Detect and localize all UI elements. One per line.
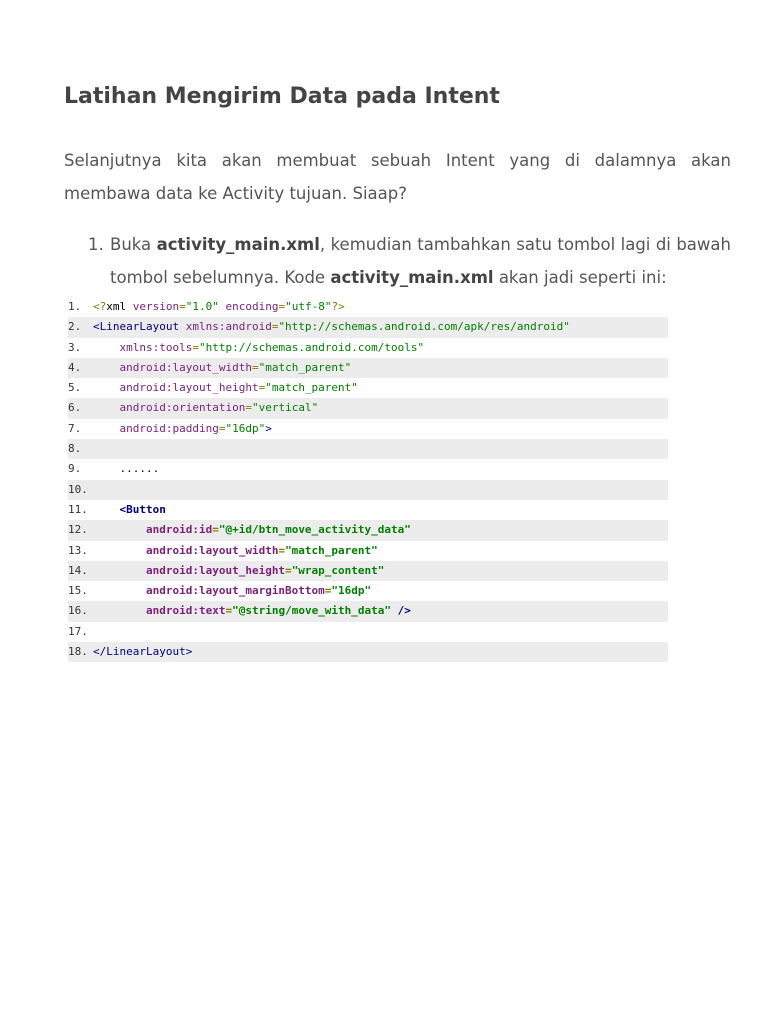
code-text: </LinearLayout> xyxy=(93,645,193,659)
code-text: <LinearLayout xmlns:android="http://schemas.android.com/apk/res/android" xyxy=(93,320,570,334)
code-text: android:orientation="vertical" xyxy=(119,401,319,415)
code-text: android:padding="16dp"> xyxy=(119,421,272,435)
code-text: android:layout_width="match_parent" xyxy=(145,543,378,557)
code-text: android:layout_width="match_parent" xyxy=(119,360,352,374)
code-line xyxy=(68,338,668,358)
line-number: 15. xyxy=(68,584,88,598)
code-block[interactable] xyxy=(68,297,668,662)
code-line xyxy=(68,398,668,418)
filename-bold: activity_main.xml xyxy=(330,268,494,287)
code-line xyxy=(68,439,668,459)
line-number: 3. xyxy=(68,340,82,354)
line-number: 2. xyxy=(68,320,82,334)
code-text: android:text="@string/move_with_data" /> xyxy=(145,604,411,618)
step-text-part: akan jadi seperti ini: xyxy=(493,268,667,287)
code-line xyxy=(68,520,668,540)
step-text-part: , kemudian tambahkan satu tombol lagi di bawah tombol sebelumnya. Kode xyxy=(110,235,731,287)
line-number: 6. xyxy=(68,401,82,415)
code-line xyxy=(68,561,668,581)
line-number: 14. xyxy=(68,563,88,577)
code-text: <Button xyxy=(119,502,166,516)
code-text: android:id="@+id/btn_move_activity_data" xyxy=(145,523,411,537)
line-number: 10. xyxy=(68,482,88,496)
code-line xyxy=(68,419,668,439)
code-line xyxy=(68,459,668,479)
code-line xyxy=(68,581,668,601)
code-line xyxy=(68,622,668,642)
filename-bold: activity_main.xml xyxy=(156,235,320,254)
line-number: 12. xyxy=(68,523,88,537)
code-line xyxy=(68,601,668,621)
code-line xyxy=(68,297,668,317)
code-text: xmlns:tools="http://schemas.android.com/tools" xyxy=(119,340,425,354)
line-number: 16. xyxy=(68,604,88,618)
list-item-number: 1. xyxy=(88,235,104,254)
list-item-text xyxy=(110,228,731,294)
code-line xyxy=(68,378,668,398)
code-text: <?xml version="1.0" encoding="utf-8"?> xyxy=(93,300,345,313)
code-text: android:layout_marginBottom="16dp" xyxy=(145,584,372,598)
line-number: 7. xyxy=(68,421,82,435)
code-line xyxy=(68,642,668,662)
line-number: 4. xyxy=(68,360,82,374)
line-number: 13. xyxy=(68,543,88,557)
code-line xyxy=(68,358,668,378)
code-text: android:layout_height="match_parent" xyxy=(119,381,358,395)
line-number: 11. xyxy=(68,502,88,516)
code-line xyxy=(68,317,668,337)
line-number: 1. xyxy=(68,300,82,313)
section-heading: Latihan Mengirim Data pada Intent xyxy=(64,84,500,109)
code-text: android:layout_height="wrap_content" xyxy=(145,563,385,577)
code-line xyxy=(68,500,668,520)
line-number: 9. xyxy=(68,462,82,476)
line-number: 18. xyxy=(68,645,88,659)
code-line xyxy=(68,480,668,500)
code-text: ...... xyxy=(93,462,160,476)
code-line xyxy=(68,541,668,561)
step-text-part: Buka xyxy=(110,235,157,254)
line-number: 8. xyxy=(68,442,82,456)
line-number: 5. xyxy=(68,381,82,395)
line-number: 17. xyxy=(68,624,88,638)
intro-paragraph: Selanjutnya kita akan membuat sebuah Intent yang di dalamnya akan membawa data ke Activity tujuan. Siaap? xyxy=(64,151,731,203)
